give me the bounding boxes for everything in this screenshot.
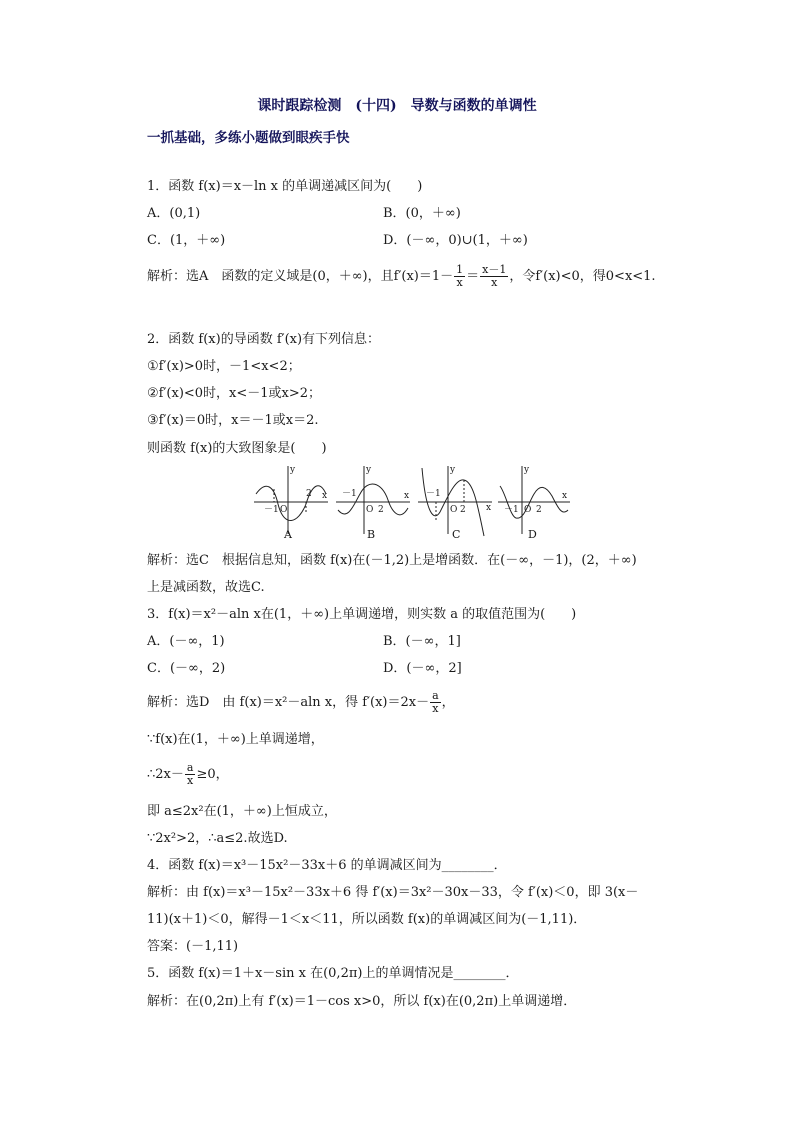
svg-text:－1: －1 (342, 489, 357, 499)
svg-text:－1: －1 (504, 505, 519, 515)
q3-solution-line4: 即 a≤2x²在(1，＋∞)上恒成立， (147, 804, 337, 819)
svg-text:y: y (450, 465, 456, 475)
q2-info-1: ①f′(x)>0时，－1<x<2； (147, 359, 301, 374)
svg-text:y: y (290, 465, 296, 475)
q3-solution-line1: 解析：选D 由 f(x)＝x²－aln x，得 f′(x)＝2x－ $\frac{a}{x}$ ， (147, 689, 455, 715)
q3-solution-line2: ∵f(x)在(1，＋∞)上单调递增， (147, 732, 324, 747)
q2-solution-line2: 上是减函数，故选C. (147, 580, 265, 595)
svg-text:x: x (404, 491, 410, 501)
graph-options-figure (254, 464, 570, 544)
q1-solution-text: 解析：选A 函数的定义域是(0，＋∞)，且f′(x)＝1－ (147, 269, 454, 284)
q2-solution-line1: 解析：选C 根据信息知，函数 f(x)在(－1,2)上是增函数．在(－∞，－1)，(2，＋∞) (147, 553, 637, 568)
fraction: $\frac{a}{x}$ (186, 761, 194, 787)
svg-text:y: y (524, 465, 530, 475)
q4-solution-line1: 解析：由 f(x)＝x³－15x²－33x＋6 得 f′(x)＝3x²－30x－33，令 f′(x)＜0，即 3(x－ (147, 885, 639, 900)
graph-label-c: C (452, 528, 461, 541)
q3-option-d: D．(－∞，2] (383, 661, 462, 676)
svg-text:2: 2 (306, 489, 312, 499)
svg-text:O: O (366, 505, 374, 515)
q1-option-a: A．(0,1) (147, 206, 201, 221)
q1-option-d: D．(－∞，0)∪(1，＋∞) (383, 233, 528, 248)
q4-solution-line2: 11)(x＋1)＜0，解得－1＜x＜11，所以函数 f(x)的单调减区间为(－1,11)． (147, 912, 587, 927)
q3-solution-line3: ∴2x－ $\frac{a}{x}$ ≥0， (147, 761, 229, 787)
q2-info-2: ②f′(x)<0时，x<－1或x>2； (147, 386, 322, 401)
graph-b (336, 465, 410, 534)
q3-option-a: A．(－∞，1) (147, 634, 225, 649)
graph-label-a: A (284, 528, 292, 541)
q2-info-3: ③f′(x)＝0时，x＝－1或x＝2. (147, 413, 319, 428)
q3-solution-line5: ∵2x²>2，∴a≤2.故选D. (147, 831, 288, 846)
fraction: $\frac{a}{x}$ (432, 689, 439, 715)
q1-solution: 解析：选A 函数的定义域是(0，＋∞)，且f′(x)＝1－ $\frac{1}{x}$ ＝ $\frac{x-1}{x}$ ，令f′(x)<0，得0<x<1. (147, 263, 656, 289)
fraction: $\frac{x-1}{x}$ (482, 263, 507, 289)
q4-answer: 答案：(－1,11) (147, 939, 239, 954)
svg-text:2: 2 (536, 505, 542, 515)
page-title: 课时跟踪检测 (十四) 导数与函数的单调性 (257, 98, 537, 114)
fraction: $\frac{1}{x}$ (456, 263, 464, 289)
q1-option-b: B．(0，＋∞) (383, 206, 461, 221)
q5-stem: 5．函数 f(x)＝1＋x－sin x 在(0,2π)上的单调情况是________． (147, 966, 519, 981)
graph-c (418, 465, 492, 536)
svg-text:O: O (450, 505, 458, 515)
svg-text:y: y (366, 465, 372, 475)
q2-stem: 2．函数 f(x)的导函数 f′(x)有下列信息： (147, 332, 381, 347)
q4-stem: 4．函数 f(x)＝x³－15x²－33x＋6 的单调减区间为________． (147, 858, 507, 873)
q3-option-c: C．(－∞，2) (147, 661, 226, 676)
svg-text:2: 2 (460, 505, 466, 515)
svg-text:x: x (322, 491, 328, 501)
svg-text:O: O (280, 505, 288, 515)
section-subtitle: 一抓基础，多练小题做到眼疾手快 (147, 130, 350, 146)
q5-solution: 解析：在(0,2π)上有 f′(x)＝1－cos x>0，所以 f(x)在(0,2π)上单调递增． (147, 994, 577, 1009)
svg-text:x: x (486, 503, 492, 513)
q2-question: 则函数 f(x)的大致图象是( ) (147, 441, 327, 456)
svg-text:2: 2 (378, 505, 384, 515)
graph-label-b: B (367, 528, 376, 541)
graph-label-d: D (528, 528, 537, 541)
svg-text:－1: －1 (264, 505, 279, 515)
graph-a (254, 465, 328, 534)
svg-text:－1: －1 (426, 489, 441, 499)
svg-text:x: x (562, 491, 568, 501)
svg-text:O: O (524, 505, 532, 515)
graph-d (498, 465, 570, 534)
q3-stem: 3．f(x)＝x²－aln x在(1，＋∞)上单调递增，则实数 a 的取值范围为( ) (147, 607, 577, 622)
q3-option-b: B．(－∞，1] (383, 634, 461, 649)
q1-stem: 1．函数 f(x)＝x－ln x 的单调递减区间为( ) (147, 179, 423, 194)
q1-option-c: C．(1，＋∞) (147, 233, 226, 248)
